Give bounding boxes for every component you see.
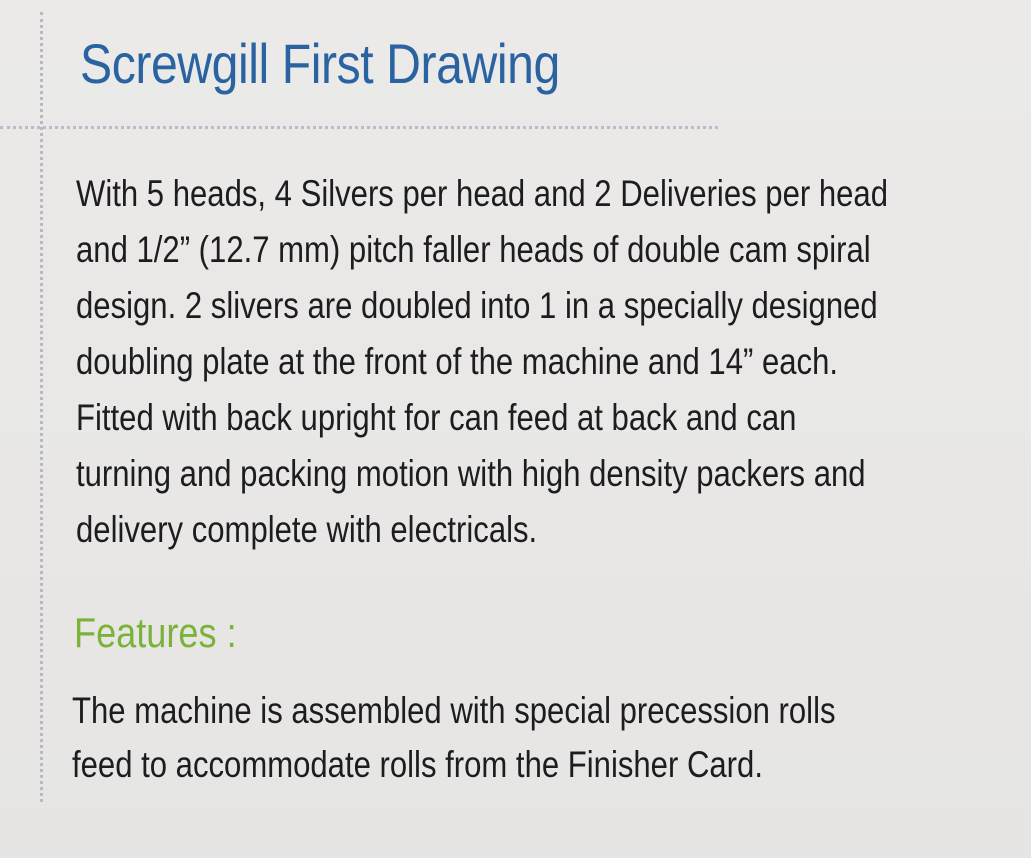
features-heading: Features : — [74, 609, 237, 656]
description-line: turning and packing motion with high density packers and — [76, 453, 866, 494]
description-paragraph — [76, 166, 966, 558]
features-line: feed to accommodate rolls from the Finisher Card. — [72, 744, 763, 785]
vertical-dotted-rule — [40, 12, 43, 802]
features-paragraph — [72, 684, 962, 792]
description-line: With 5 heads, 4 Silvers per head and 2 Deliveries per head — [76, 173, 889, 214]
description-line: delivery complete with electricals. — [76, 509, 538, 550]
page-title: Screwgill First Drawing — [80, 32, 560, 95]
horizontal-dotted-rule — [0, 126, 718, 129]
description-line: doubling plate at the front of the machine and 14” each. — [76, 341, 838, 382]
features-line: The machine is assembled with special precession rolls — [72, 690, 836, 731]
description-line: and 1/2” (12.7 mm) pitch faller heads of double cam spiral — [76, 229, 871, 270]
description-line: design. 2 slivers are doubled into 1 in a specially designed — [76, 285, 878, 326]
description-line: Fitted with back upright for can feed at back and can — [76, 397, 797, 438]
